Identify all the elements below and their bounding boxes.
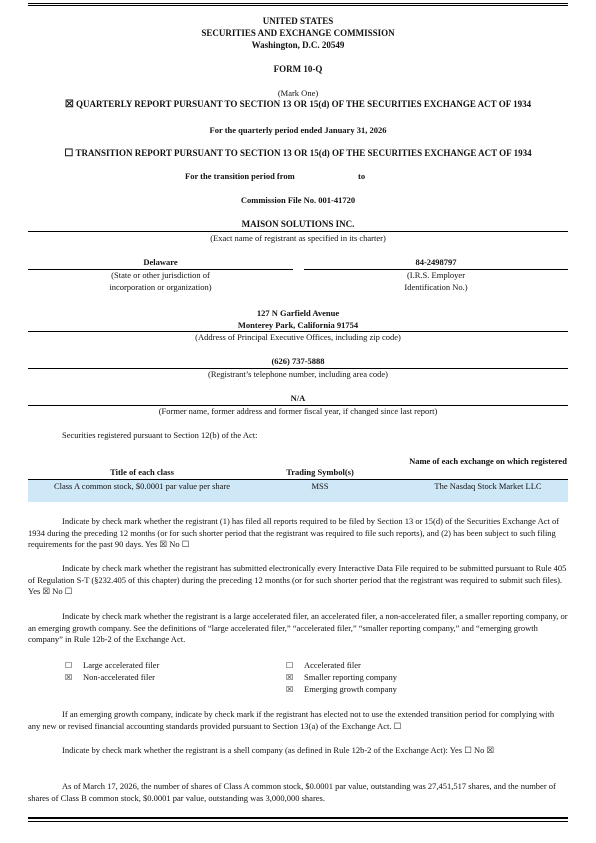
emerging-growth-company-option[interactable] (286, 684, 397, 694)
state-of-incorporation: Delaware (143, 257, 178, 267)
form-type: FORM 10-Q (273, 64, 323, 74)
option-label: Large accelerated filer (83, 660, 160, 670)
paragraph-shell-company: Indicate by check mark whether the registrant is a shell company (as defined in Rule 12b-2 of the Exchange Act): Yes ☐ No ☒ (62, 745, 495, 755)
address-caption: (Address of Principal Executive Offices, including zip code) (195, 332, 401, 342)
commission-file-number: Commission File No. 001-41720 (240, 195, 356, 205)
option-label: Emerging growth company (304, 684, 397, 694)
mark-one: (Mark One) (277, 88, 319, 98)
transition-period-from: For the transition period from (185, 171, 295, 181)
quarterly-report-label: QUARTERLY REPORT PURSUANT TO SECTION 13 OR 15(d) OF THE SECURITIES EXCHANGE ACT OF 1934 (76, 99, 532, 109)
table-cell-exchange: The Nasdaq Stock Market LLC (434, 481, 542, 491)
option-label: Non-accelerated filer (83, 672, 155, 682)
registrant-name-caption: (Exact name of registrant as specified in its charter) (210, 233, 386, 243)
header-line-2: SECURITIES AND EXCHANGE COMMISSION (201, 28, 395, 38)
unchecked-box-icon[interactable]: ☐ (286, 661, 294, 670)
paragraph-reports-filed: Indicate by check mark whether the registrant (1) has filed all reports required to be filed by Section 13 or 15(d) of the Securities Exchange Act of 1934 during the preceding 12 months (or for such shorter period that the registrant was required to file such reports), and (2) has been subject to such filing requirements for the past 90 days. Yes ☒ No ☐ (28, 516, 560, 550)
non-accelerated-filer-option[interactable] (65, 672, 155, 682)
table-header-title: Title of each class (110, 467, 174, 477)
accelerated-filer-option[interactable] (286, 660, 361, 670)
bottom-rule (28, 817, 568, 822)
option-label: Smaller reporting company (304, 672, 398, 682)
quarterly-report-line (0, 99, 596, 110)
state-caption-2: incorporation or organization) (109, 282, 212, 292)
large-accelerated-filer-option[interactable] (65, 660, 159, 670)
former-name: N/A (290, 393, 306, 403)
paragraph-shares-outstanding: As of March 17, 2026, the number of shares of Class A common stock, $0.0001 par value, outstanding was 27,451,517 shares, and the number of shares of Class B common stock, $0.0001 par value, outstanding was 3,000,000 shares. (28, 781, 556, 803)
state-caption-1: (State or other jurisdiction of (111, 270, 210, 280)
quarterly-period: For the quarterly period ended January 31, 2026 (209, 125, 387, 135)
checked-box-icon[interactable]: ☒ (64, 99, 74, 110)
transition-report-label: TRANSITION REPORT PURSUANT TO SECTION 13 OR 15(d) OF THE SECURITIES EXCHANGE ACT OF 1934 (75, 148, 532, 158)
phone-caption: (Registrant’s telephone number, including area code) (208, 369, 388, 379)
transition-period-to: to (358, 171, 366, 181)
unchecked-box-icon[interactable]: ☐ (65, 661, 73, 670)
table-cell-symbol: MSS (311, 481, 329, 491)
smaller-reporting-company-option[interactable] (286, 672, 397, 682)
address-line-1: 127 N Garfield Avenue (256, 308, 340, 318)
checked-box-icon[interactable]: ☒ (286, 673, 294, 682)
irs-number: 84-2498797 (415, 257, 457, 267)
header-line-1: UNITED STATES (262, 16, 334, 26)
irs-caption-1: (I.R.S. Employer (406, 270, 466, 280)
transition-report-line (0, 148, 596, 159)
paragraph-interactive-data: Indicate by check mark whether the registrant has submitted electronically every Interactive Data File required to be submitted pursuant to Rule 405 of Regulation S-T (§232.405 of this chapter) during the preceding 12 months (or for such shorter period that the registrant was required to submit such files). Yes ☒ No ☐ (28, 563, 567, 597)
top-rule (28, 3, 568, 6)
irs-caption-2: Identification No.) (404, 282, 468, 292)
option-label: Accelerated filer (304, 660, 361, 670)
table-header-exchange: Name of each exchange on which registered (409, 456, 567, 466)
paragraph-filer-status: Indicate by check mark whether the registrant is a large accelerated filer, an accelerated filer, a non-accelerated filer, a smaller reporting company, or an emerging growth company. See the definitions of “large accelerated filer,” “accelerated filer,” “smaller reporting company,” and “emerging growth company” in Rule 12b-2 of the Exchange Act. (28, 611, 568, 645)
phone-number: (626) 737-5888 (271, 356, 325, 366)
registrant-name-rule (28, 231, 568, 232)
checked-box-icon[interactable]: ☒ (286, 685, 294, 694)
table-header-symbol: Trading Symbol(s) (286, 467, 354, 477)
paragraph-emerging-growth: If an emerging growth company, indicate by check mark if the registrant has elected not to use the extended transition period for complying with any new or revised financial accounting standards provided pursuant to Section 13(a) of the Exchange Act. ☐ (28, 709, 555, 731)
table-cell-title: Class A common stock, $0.0001 par value per share (53, 481, 231, 491)
address-line-2: Monterey Park, California 91754 (237, 320, 359, 330)
securities-intro: Securities registered pursuant to Section 12(b) of the Act: (62, 430, 258, 440)
former-caption: (Former name, former address and former fiscal year, if changed since last report) (158, 406, 438, 416)
unchecked-box-icon[interactable]: ☐ (64, 148, 74, 159)
checked-box-icon[interactable]: ☒ (65, 673, 73, 682)
header-line-3: Washington, D.C. 20549 (251, 40, 345, 50)
registrant-name: MAISON SOLUTIONS INC. (241, 219, 355, 229)
